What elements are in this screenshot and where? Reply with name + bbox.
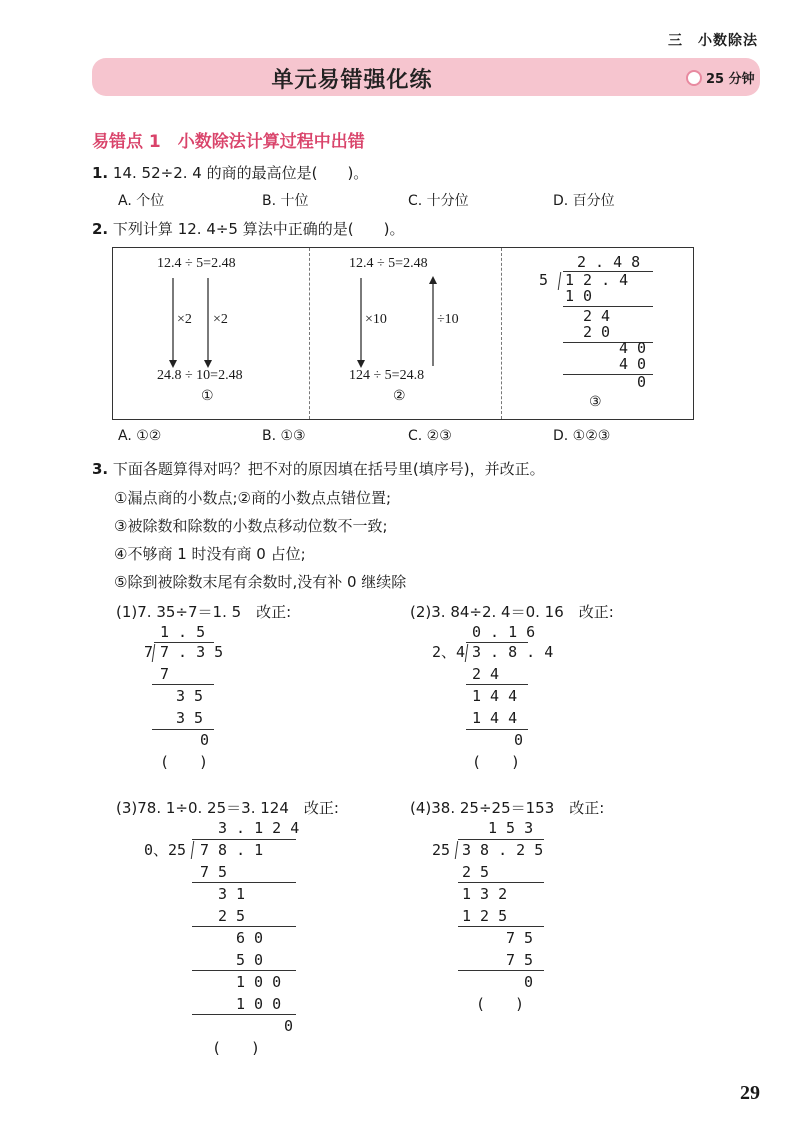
step: 4 0 — [619, 355, 647, 373]
divisor: 25 — [432, 841, 451, 859]
remainder: 0 — [200, 731, 210, 749]
problem-4-long-division — [432, 818, 562, 1018]
divider — [309, 248, 310, 419]
step: 2 5 — [462, 863, 490, 881]
question-number: 3. — [92, 460, 109, 478]
step: 1 4 4 — [472, 709, 518, 727]
question-number: 1. — [92, 164, 109, 182]
step: 3 5 — [176, 709, 204, 727]
quotient: 0 . 1 6 — [472, 623, 536, 641]
problem-4-label: (4)38. 25÷25＝153 改正: — [410, 799, 605, 817]
page-number: 29 — [740, 1082, 760, 1104]
q2-option-c: C. ②③ — [408, 428, 452, 444]
step: 1 3 2 — [462, 885, 508, 903]
step: 3 1 — [218, 885, 246, 903]
method-2-top: 12.4 ÷ 5=2.48 — [349, 256, 428, 271]
method-1-top: 12.4 ÷ 5=2.48 — [157, 256, 236, 271]
q2-option-a: A. ①② — [118, 428, 162, 444]
method-1-right-op: ×2 — [213, 312, 228, 327]
problem-1-long-division — [140, 622, 240, 782]
method-2-right-op: ÷10 — [437, 312, 459, 327]
methods-box — [112, 247, 694, 420]
remainder: 0 — [524, 973, 534, 991]
divisor: 5 — [539, 271, 549, 289]
method-1-mark: ① — [201, 389, 214, 404]
q1-option-c: C. 十分位 — [408, 193, 469, 209]
step: 1 4 4 — [472, 687, 518, 705]
method-3-long-division — [533, 252, 683, 392]
section-heading: 易错点 1 小数除法计算过程中出错 — [92, 132, 365, 152]
question-3 — [92, 458, 545, 479]
question-text: 下面各题算得对吗？把不对的原因填在括号里(填序号)，并改正。 — [112, 460, 545, 478]
step: 2 4 — [583, 307, 611, 325]
dividend: 1 2 . 4 — [565, 271, 629, 289]
quotient: 3 . 1 2 4 — [218, 819, 300, 837]
dividend: 7 8 . 1 — [200, 841, 264, 859]
step: 7 5 — [506, 929, 534, 947]
step: 6 0 — [236, 929, 264, 947]
remainder: 0 — [514, 731, 524, 749]
divisor: 2、4 — [432, 643, 466, 661]
step: 2 5 — [218, 907, 246, 925]
step: 7 — [160, 665, 170, 683]
divisor: 7 — [144, 643, 154, 661]
page-title: 单元易错强化练 — [271, 68, 433, 93]
step: 7 5 — [506, 951, 534, 969]
title-banner — [92, 58, 760, 96]
question-2 — [92, 218, 404, 239]
divider — [501, 248, 502, 419]
q2-option-d: D. ①②③ — [553, 428, 611, 444]
problem-3-label: (3)78. 1÷0. 25＝3. 124 改正: — [116, 799, 339, 817]
q1-option-d: D. 百分位 — [553, 193, 615, 209]
method-3-mark: ③ — [589, 395, 602, 410]
question-number: 2. — [92, 220, 109, 238]
step: 4 0 — [619, 339, 647, 357]
reason-line: ①漏点商的小数点;②商的小数点点错位置; — [114, 489, 392, 507]
q1-option-b: B. 十位 — [262, 193, 309, 209]
quotient: 1 5 3 — [488, 819, 534, 837]
q2-option-b: B. ①③ — [262, 428, 306, 444]
reason-line: ④不够商 1 时没有商 0 占位; — [114, 545, 306, 563]
divisor: 0、25 — [144, 841, 187, 859]
q1-option-a: A. 个位 — [118, 193, 165, 209]
method-2-mark: ② — [393, 389, 406, 404]
time-limit: 25 分钟 — [706, 72, 755, 87]
remainder: 0 — [284, 1017, 294, 1035]
dividend: 3 8 . 2 5 — [462, 841, 544, 859]
method-2-bottom: 124 ÷ 5=24.8 — [349, 368, 425, 383]
step: 5 0 — [236, 951, 264, 969]
quotient: 1 . 5 — [160, 623, 206, 641]
step: 1 2 5 — [462, 907, 508, 925]
answer-paren: ( ) — [476, 995, 525, 1013]
step: 2 4 — [472, 665, 500, 683]
problem-3-long-division — [144, 818, 314, 1063]
step: 2 0 — [583, 323, 611, 341]
reason-line: ⑤除到被除数末尾有余数时,没有补 0 继续除 — [114, 573, 407, 591]
question-text: 14. 52÷2. 4 的商的最高位是( )。 — [112, 164, 369, 182]
running-header: 三 小数除法 — [668, 33, 758, 49]
reason-line: ③被除数和除数的小数点移动位数不一致; — [114, 517, 388, 535]
dividend: 7 . 3 5 — [160, 643, 224, 661]
remainder: 0 — [637, 373, 647, 391]
problem-1-label: (1)7. 35÷7＝1. 5 改正: — [116, 603, 292, 621]
question-1 — [92, 162, 368, 183]
problem-2-long-division — [432, 622, 554, 782]
answer-paren: ( ) — [472, 753, 521, 771]
quotient: 2 . 4 8 — [577, 253, 641, 271]
method-1-left-op: ×2 — [177, 312, 192, 327]
step: 1 0 0 — [236, 973, 282, 991]
answer-paren: ( ) — [212, 1039, 261, 1057]
question-text: 下列计算 12. 4÷5 算法中正确的是( )。 — [112, 220, 405, 238]
problem-2-label: (2)3. 84÷2. 4＝0. 16 改正: — [410, 603, 614, 621]
step: 1 0 0 — [236, 995, 282, 1013]
step: 1 0 — [565, 287, 593, 305]
method-1-bottom: 24.8 ÷ 10=2.48 — [157, 368, 243, 383]
answer-paren: ( ) — [160, 753, 209, 771]
dividend: 3 . 8 . 4 — [472, 643, 554, 661]
clock-icon — [686, 70, 702, 86]
step: 3 5 — [176, 687, 204, 705]
method-2-left-op: ×10 — [365, 312, 387, 327]
step: 7 5 — [200, 863, 228, 881]
